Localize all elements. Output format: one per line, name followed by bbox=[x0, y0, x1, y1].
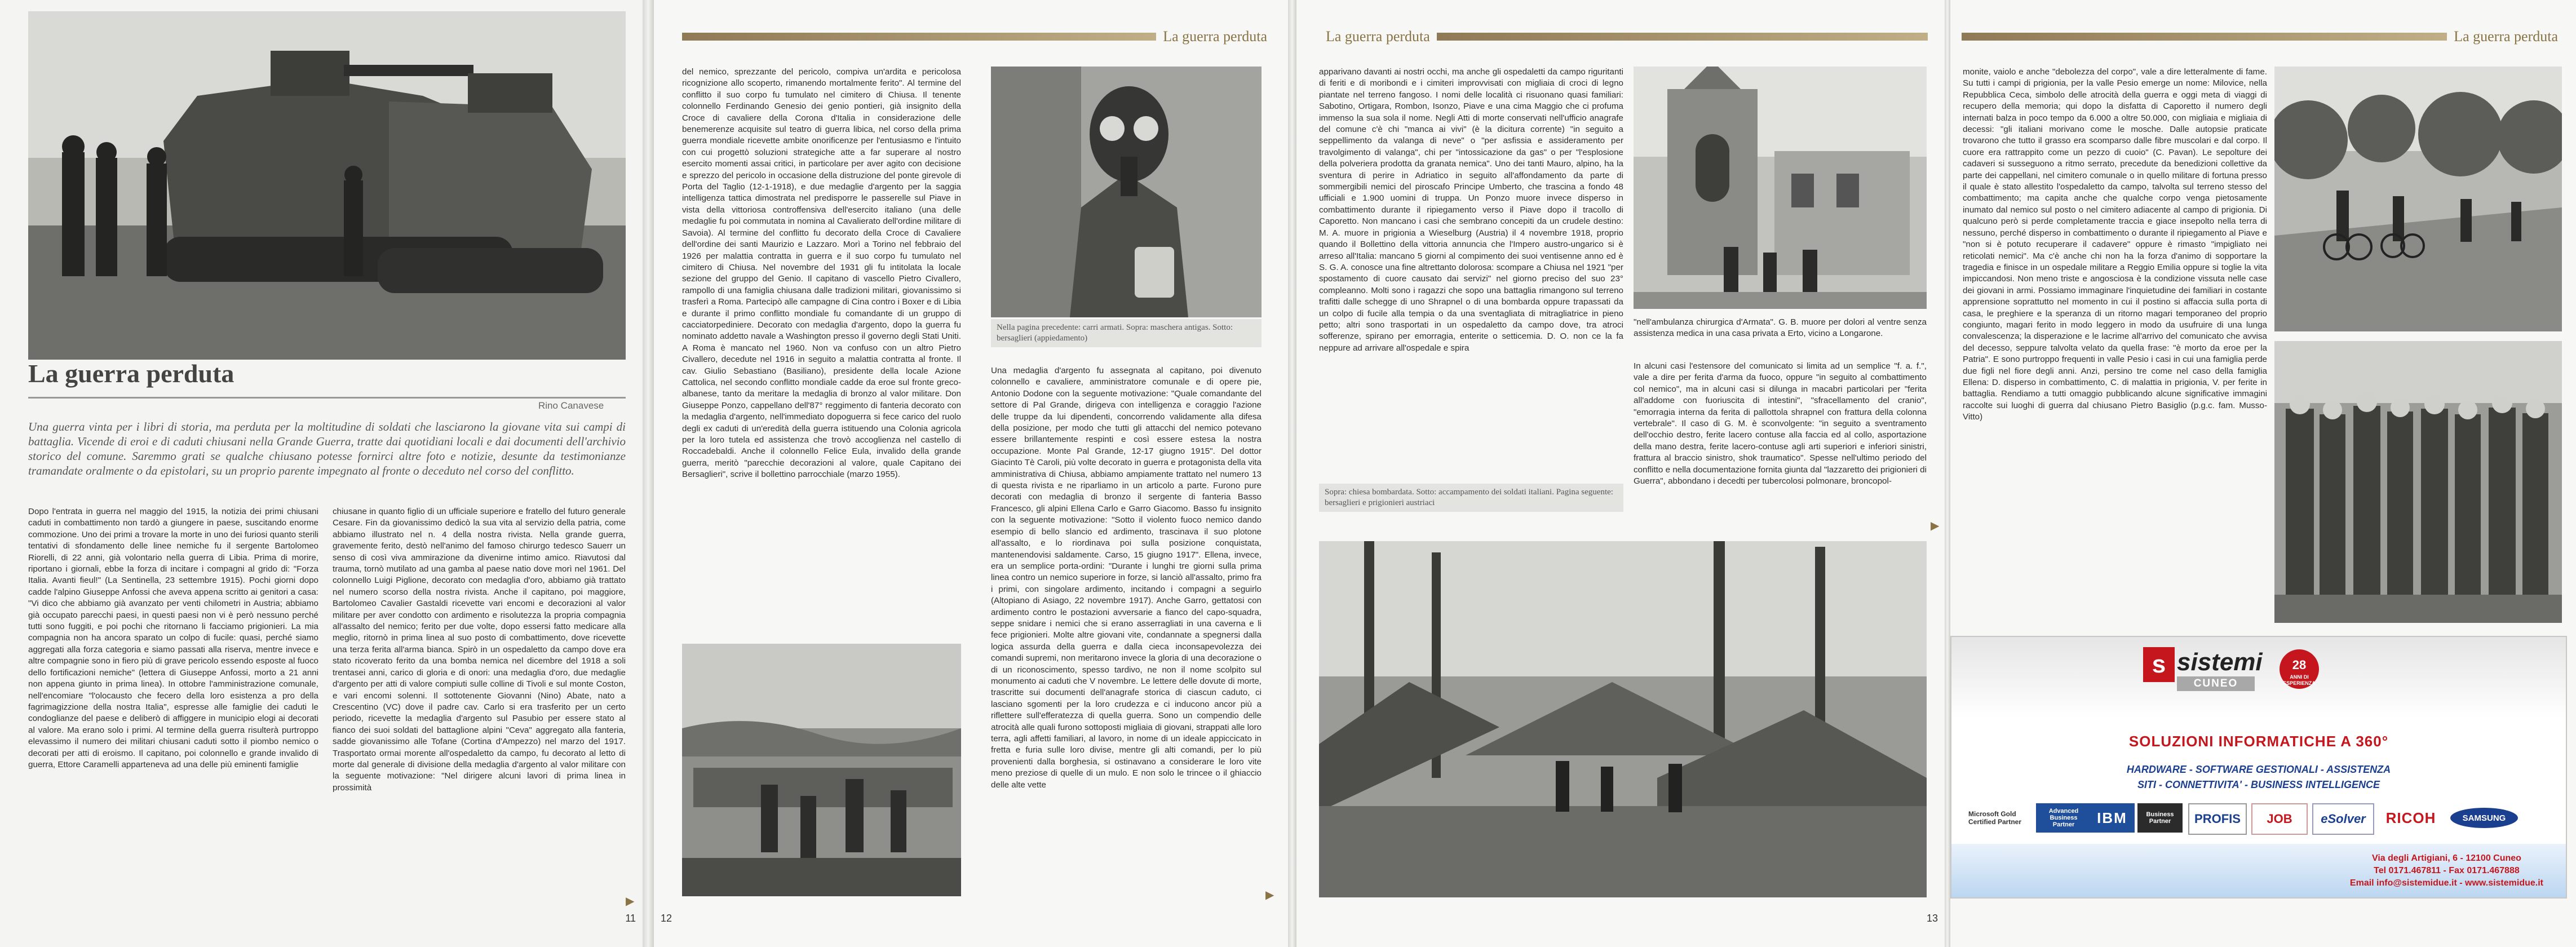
page-12 bbox=[654, 0, 1288, 947]
p13-col1-text: apparivano davanti ai nostri occhi, ma anche gli ospedaletti da campo riguritanti di feriti e di moribondi e i cimiteri improvvisati con migliaia di croci di legno piantate nel terreno fangoso. I nomi delle località ci risuonano quasi familiari: Sabotino, Ortigara, Rombon, Isonzo, Piave e una cima Maggio che ci profuma immenso la sua sola il nome. Negli Atti di morte conservati nell'ufficio anagrafe del comune c'è chi "manca ai vivi" (è la dicitura corrente) "in seguito a seppellimento da valanga di neve" o "per asfissia e assideramento per travolgimento di valanga", chi per "intossicazione da gas" o per "l'esplosione della polveriera prodotta da granata nemica". Uno dei tanti Mauro, alpino, ha la sventura di perire in Adriatico in seguito all'affondamento da parte di sommergibili nemici del piroscafo Principe Umberto, che trascina a fondo 48 ufficiali e 1.900 uomini di truppa. Un Ponzo muore invece disperso in combattimento durante il ripiegamento verso il Piave dopo il tracollo di Caporetto. Non mancano i casi che sembrano concepiti da un crudele destino: M. A. muore in prigionia a Wieselburg (Austria) il 4 novembre 1918, proprio quando il Bollettino della vittoria annuncia che l'Impero austro-ungarico si è arreso all'Italia: mancano 5 giorni al compimento dei suoi ventisenne anno ed è S. G. A. conosce una fine altrettanto dolorosa: scompare a Chiusa nel 1921 "per spostamento di cuore causato dai servizi" nel giorno preciso del suo 23° compleanno. Molti sono i ragazzi che sopo una battaglia rimangono sul terreno trafitti dalle schegge di uno Shrapnel o di una bombarda oppure trapassati da un colpo di fucile alla tempia o da una sventagliata di mitragliatrice in pieno petto; altri sono trasportati in un ospedaletto da campo dove, tra atroci sofferenze, spirano per emorragia, enterite o setticemia. D. O. non ce la fa neppure ad arrivare all'ospedale e spira bbox=[1319, 67, 1623, 353]
running-header-title-p13: La guerra perduta bbox=[1326, 28, 1430, 45]
gas-mask-photo bbox=[991, 67, 1262, 317]
logo-city: CUNEO bbox=[2177, 676, 2255, 691]
spread-gutter-center bbox=[1288, 0, 1296, 947]
spread-gutter-right bbox=[1945, 0, 1950, 947]
article-title: La guerra perduta bbox=[28, 359, 234, 388]
p12-column-1 bbox=[682, 67, 961, 644]
running-header-p14 bbox=[1962, 25, 2565, 48]
partner-esolver: eSolver bbox=[2312, 803, 2374, 835]
logo-name: sistemi bbox=[2177, 648, 2263, 676]
lead-paragraph: Una guerra vinta per i libri di storia, ma perduta per la moltitudine di soldati che lasciarono la giovane vita sui campi di battaglia. Vicende di eroi e di caduti chiusani nella Grande Guerra, tratte dai quotidiani locali e dai documenti dell'archivio storico del comune. Saremmo grati se qualche chiusano potesse fornirci altre foto e notizie, desunte da testimonianze tramandate oralmente o da epistolari, su un proprio parente impegnato al fronte o deceduto nel corso del conflitto. bbox=[28, 420, 626, 477]
p11-column-1 bbox=[28, 506, 318, 912]
continue-arrow-icon-p13: ▶ bbox=[1931, 520, 1940, 532]
page-11 bbox=[0, 0, 643, 947]
p13-col2top-text: "nell'ambulanza chirurgica d'Armata". G. B. muore per dolori al ventre senza assistenza medica in una casa privata a Erto, vicino a Longarone. bbox=[1634, 317, 1927, 339]
p13-column-2-top bbox=[1634, 317, 1927, 340]
prisoners-photo bbox=[2274, 341, 2562, 623]
ad-tagline-1: HARDWARE - SOFTWARE GESTIONALI - ASSISTENZA bbox=[2126, 764, 2391, 775]
running-header-title-p14: La guerra perduta bbox=[2454, 28, 2558, 45]
sistemi-advertisement[interactable] bbox=[1950, 636, 2567, 899]
military-camp-photo bbox=[1319, 541, 1927, 897]
page-14 bbox=[1950, 0, 2576, 947]
author: Rino Canavese bbox=[538, 400, 604, 411]
page-number-11: 11 bbox=[625, 913, 636, 924]
ad-phone: Tel 0171.467811 - Fax 0171.467888 bbox=[2374, 866, 2520, 875]
partner-profis: PROFIS bbox=[2188, 803, 2247, 835]
ad-email[interactable]: Email info@sistemidue.it - www.sistemidue.it bbox=[2349, 878, 2543, 888]
ad-address: Via degli Artigiani, 6 - 12100 Cuneo bbox=[2371, 853, 2521, 863]
continue-arrow-icon-p12: ▶ bbox=[1265, 889, 1274, 901]
partner-job: JOB bbox=[2251, 803, 2308, 835]
anniversary-badge bbox=[2280, 649, 2319, 689]
running-header-p13 bbox=[1319, 25, 1928, 48]
partner-samsung: SAMSUNG bbox=[2450, 808, 2518, 828]
title-rule bbox=[28, 397, 626, 399]
p13-col2-text: In alcuni casi l'estensore del comunicato si limita ad un semplice "f. a. f.", vale a dire per ferita d'arma da fuoco, oppure "in seguito al combattimento col nemico", ma in alcuni casi si dilunga in macabri particolari per "ferita all'addome con fuoriuscita di intestini", "sfracellamento del cranio", "emorragia interna da ferita di pallottola shrapnel con frattura della colonna vertebrale". Il caso di G. M. è sconvolgente: "in seguito a sventramento dell'occhio destro, ferite lacero contuse alla faccia ed al collo, asportazione della mano destra, ferite lacero-contuse agli arti superiori e inferiori sinistri, frattura al braccio sinistro, shok traumatico". Spesse nell'ultimo periodo del conflitto e nella documentazione fornita giunta dal "lazzaretto dei prigionieri di Guerra", abbondano i decedti per tubercolosi polmonare, broncopol- bbox=[1634, 361, 1927, 486]
page-13 bbox=[1296, 0, 1945, 947]
p13-column-1 bbox=[1319, 67, 1623, 534]
p11-col2-text: chiusane in quanto figlio di un ufficiale superiore e fratello del futuro generale Cesare. Fin da giovanissimo dedicò la sua vita al servizio della patria, come abbiamo illustrato nel n. 4 della nostra rivista. Nella grande guerra, gravemente ferito, destò nell'animo del famoso chirurgo tedesco Sauerr un senso di così viva ammirazione da divenirne intimo amico. Riavutosi dal trauma, tornò mutilato ad una gamba al paese natio dove morì nel 1961. Del colonnello Luigi Piglione, decorato con medaglia d'oro, abbiamo già trattato nel numero scorso della nostra rivista. Anche il capitano, poi maggiore, Bartolomeo Cavalier Gastaldi ricevette vari encomi e decorazioni al valor militare per aver condotto con ardimento e risolutezza la propria compagnia all'assalto del nemico; ferito per due volte, dopo essersi fatto medicare alla meglio, ritornò in prima linea al suo posto di combattimento, dove ricevette una terza ferita all'arma bianca. Spirò in un ospedaletto da campo dove era stato ricoverato ferito da una bomba nemica nel dicembre del 1918 a soli trentasei anni, carico di gloria e di onori: una medaglia d'oro, due medaglie d'argento per atti di valore compiuti sulle colline di Tivoli e sul monte Coston, e vari encomi solenni. Il sottotenente Giovanni (Nino) Abate, nato a Crescentino (VC) dove il padre cav. Carlo si era trasferito per un certo periodo, ricevette la medaglia d'argento sul Pasubio per essere stato al fianco dei suoi soldati del battaglione alpini "Ceva" aggregato alla fanteria, sadde giovanissimo alle Tofane (Cortina d'Ampezzo) nel marzo del 1917. Trasportato ormai morente all'ospedaletto da campo, fu decorato al letto di morte dal generale di divisione della medaglia d'argento al valor militare con la seguente motivazione: "Nel dirigere alcuni lavori di prima linea in prossimità bbox=[333, 507, 626, 793]
partner-ricoh: RICOH bbox=[2385, 809, 2436, 826]
page-number-13: 13 bbox=[1926, 913, 1938, 924]
ad-footer bbox=[1951, 844, 2566, 897]
badge-number: 28 bbox=[2292, 658, 2307, 672]
continue-arrow-icon: ▶ bbox=[626, 895, 635, 908]
logo-letter: s bbox=[2143, 647, 2175, 682]
bersaglieri-photo bbox=[682, 644, 961, 896]
ad-contact bbox=[2350, 852, 2543, 890]
p11-column-2 bbox=[333, 506, 626, 912]
partner-ibm: IBM bbox=[2090, 803, 2135, 833]
p12-col2-text: Una medaglia d'argento fu assegnata al capitano, poi divenuto colonnello e cavaliere, amministratore comunale e di opere pie, Antonio Dodone con la seguente motivazione: "Quale comandante del settore di Pal Grande, dirigeva con intelligenza e coraggio l'azione delle truppe da lui dipendenti, concorrendo validamente alla difesa della posizione, per modo che tutti gli attacchi del nemico potevano essere brillantemente respinti e così essere estesa la nostra occupazione. Monte Pal Grande, 12-17 giugno 1915". Del dottor Giacinto Tè Caroli, più volte decorato in guerra e protagonista della vita amministrativa di Chiusa, abbiamo ampiamente trattato nel numero 13 di questa rivista e ne riparliamo in un articolo a parte. Furono pure decorati con medaglia di bronzo il sergente di fanteria Basso Francesco, gli alpini Ellena Carlo e Garro Giacomo. Basso fu insignito con la seguente motivazione: "Sotto il violento fuoco nemico dando esempio di bello slancio ed ardimento, trascinava il suo plotone all'assalto, e lo riordinava poi sulla posizione conquistata, mantenendovisi saldamente. Carso, 15 giugno 1917". Ellena, invece, era un semplice porta-ordini: "Durante i lunghi tre giorni sulla prima linea contro un nemico superiore in forze, si lanciò all'assalto, primo fra i primi, con singolare ardimento, incitando i compagni a seguirlo (Altopiano di Asiago, 22 novembre 1917). Anche Garro, gettatosi con ardimento contro le postazioni avversarie a fianco del capo-squadra, seppe snidare i nemici che si erano asserragliati in una caverna e li fece prigionieri. Molte altre giovani vite, condannate a spegnersi dalla logica assurda della guerra e dalla cieca inconsapevolezza dei comandi supremi, non meritarono invece la gloria di una decorazione o di un riconoscimento, spesso tardivo, ne non il nome scolpito sul monumento ai caduti che V novembre. Le lettere delle dovute di morte, trascritte sui documenti dell'anagrafe storica di ciascun caduto, ci lasciano sgomenti per la loro crudezza e ci inducono ancor più a riflettere sull'efferatezza di quella guerra. Sono un compendio delle atrocità alle quali furono sottoposti migliaia di giovani, strappati alle loro terra, agli affetti familiari, al lavoro, in nome di un ideale appiccicato in fretta e furia sulle loro divise, mentre gli alti comandi, per lo più provenienti dalla borghesia, si ostinavano a considerare le loro vite meno preziose di quelle di un mulo. E non solo le trincee o il ghiaccio delle alte vette bbox=[991, 366, 1262, 790]
spread-gutter-left bbox=[643, 0, 654, 947]
sistemi-logo bbox=[2143, 647, 2261, 692]
tanks-photo bbox=[28, 11, 626, 360]
page-number-12: 12 bbox=[661, 913, 672, 924]
bombed-church-photo bbox=[1634, 67, 1927, 309]
p12-col1-text: del nemico, sprezzante del pericolo, compiva un'ardita e pericolosa ricognizione allo scoperto, rimanendo mortalmente ferito". Al termine del conflitto il suo corpo fu tumulato nel cimitero di Chiusa. Il tenente colonnello Ferdinando Genesio dei genio pontieri, già insignito della Croce di cavaliere della Corona d'Italia in considerazione delle benemerenze acquisite sul teatro di guerra libica, nel corso della prima guerra mondiale ricevette ambite onorificenze per l'entusiasmo e l'intuito con cui progettò soluzioni strategiche atte a far superare al nostro esercito momenti assai critici, in particolare per aver agito con decisione e sprezzo del pericolo in occasione della distruzione del ponte girevole di Porta del Taglio (12-1-1918), e due medaglie d'argento per la saggia intelligenza tattica dimostrata nel predisporre le passerelle sul Piave in vista della vittoriosa controffensiva dell'esercito italiano (una delle medaglie fu poi commutata in nomina al Cavalierato dell'ordine militare di Savoia). Al termine del conflitto fu decorato della Croce di Cavaliere dell'ordine dei santi Maurizio e Lazzaro. Morì a Torino nel febbraio del 1926 per malattia contratta in guerra e il suo corpo fu tumulato nel cimitero di Chiusa. Nel novembre del 1931 gli fu intitolata la locale sezione del gruppo del Genio. Il capitano di vascello Pietro Civallero, rampollo di una famiglia chiusana dalle tradizioni militari, giovanissimo si trasferì a Roma. Partecipò alle campagne di Cina contro i Boxer e di Libia e durante il primo conflitto mondiale fu comandante di un gruppo di cacciatorpediniere. Decorato con medaglia d'argento, dopo la guerra fu nominato addetto navale a Washington presso il governo degli Stati Uniti. A Roma è mancato nel 1960. Non va confuso con un altro Pietro Civallero, decedute nel 1916 in seguito a malattia contratta al fronte. Il cav. Giulio Sebastiano (Basiliano), presidente della locale Azione Cattolica, nel secondo conflitto mondiale cadde da eroe sul fronte greco-albanese, tanto da meritare la medaglia di bronzo al valor militare. Don Giuseppe Ponzo, cappellano dell'87° reggimento di fanteria decorato con la medaglia d'argento, nell'immediato dopoguerra si fece carico del ruolo degli ex caduti di un'eredità della guerra istituendo una Colonia agricola per la loro tutela ed assistenza che trovò accoglienza nel castello di Roccadebaldi. Anche il colonnello Felice Eula, invalido della grande guerra, meritò "parecchie decorazioni al valore, quale Capitano dei Bersaglieri", scrive il bollettino parrocchiale (marzo 1955). bbox=[682, 67, 961, 480]
p14-column-1 bbox=[1963, 67, 2267, 653]
ad-headline: SOLUZIONI INFORMATICHE A 360° bbox=[2128, 733, 2389, 750]
partner-business: Business Partner bbox=[2137, 803, 2183, 833]
partner-microsoft: Microsoft Gold Certified Partner bbox=[1968, 810, 2022, 826]
p12-column-2 bbox=[991, 365, 1262, 906]
running-header bbox=[682, 25, 1274, 48]
photo-caption-p12: Nella pagina precedente: carri armati. Sopra: maschera antigas. Sotto: bersaglieri (appiedamento) bbox=[991, 319, 1262, 347]
p14-col1-text: monite, vaiolo e anche "debolezza del corpo", vale a dire letteralmente di fame. Su tutti i campi di prigionia, per la valle Pesio emerge un nome: Milovice, nella Repubblica Ceca, simbolo delle atrocità della guerra e oggi meta di viaggi di recupero della memoria; qui dopo la disfatta di Caporetto il numero degli internati balza in poco tempo da 6.000 a oltre 50.000, con migliaia e migliaia di decessi: "gli italiani morivano come le mosche. Dalle autopsie praticate trovarono che tutto il grasso era scomparso dalle fibre muscolari e dal corpo. Il cuore era rattrappito come un pezzo di cuoio" (C. Pavan). Le sepolture dei cadaveri si susseguono a ritmo serrato, precedute da benedizioni collettive da parte dei cappellani, nel cimitero comunale o in quello militare di fortuna presso il quale è stato allestito l'ospedaletto da campo, talvolta sul terreno stesso del combattimento; ma capita anche che qualche corpo venga pietosamente inumato dal nemico sul posto o nel cimitero adiacente al campo di prigionia. Di qualcuno però si perde completamente traccia e giace insepolto nella terra di nessuno, perché disperso in combattimento o durante il ripiegamento al Piave e "non si è potuto recuperare il cadavere" oppure è rimasto "impigliato nei reticolati nemici". Ma c'è anche chi non ha la forza d'animo di sopportare la tragedia e finisce in un ospedale militare a Reggio Emilia oppure si toglie la vita impiccandosi. Non meno triste e angosciosa è la condizione vissuta nelle case dei giovani in armi. Possiamo immaginare l'inquietudine dei familiari in costante apprensione soprattutto nel momento in cui il postino si affaccia sulla porta di casa, le preghiere e la speranza di un ritorno magari temporaneo del proprio congiunto, magari ferito in modo leggero in modo da usufruire di una lunga convalescenza; la disperazione e le lacrime all'arrivo del comunicato che avvisa del decesso, seppure talvolta velato da quella frase: "è morto da eroe per la Patria". E sono purtroppo frequenti in valle Pesio i casi in cui una famiglia perde due figli nel fiore degli anni. Anzi, persino tre come nel caso della famiglia Ellena: D. disperso in combattimento, C. di malattia in prigionia, V. per ferite in battaglia. Rendiamo a tutti omaggio pubblicando alcune significative immagini raccolte sui luoghi di guerra dal chiusano Pietro Basiglio (p.g.c. fam. Musso-Vitto) bbox=[1963, 67, 2267, 422]
badge-text: ANNI DI ESPERIENZA bbox=[2283, 674, 2316, 686]
partner-advanced: Advanced Business Partner bbox=[2036, 803, 2091, 833]
p13-column-2 bbox=[1634, 361, 1927, 536]
p11-col1-text: Dopo l'entrata in guerra nel maggio del 1915, la notizia dei primi chiusani caduti in combattimento non tardò a giungere in paese, suscitando enorme commozione. Uno dei primi a trovare la morte in uno dei furiosi quanto sterili tentativi di sfondamento delle linee nemiche fu il sergente Bartolomeo Riorelli, di 22 anni, già volontario nella guerra di Libia. Prima di morire, riportano i giornali, ebbe la forza di incitare i compagni al grido di: "Forza Italia. Avanti fieul!" (La Sentinella, 23 settembre 1915). Pochi giorni dopo cadde l'alpino Giuseppe Anfossi che aveva appena scritto ai genitori a casa: "Vi dico che abbiamo già avanzato per venti chilometri in Austria; abbiamo già occupato parecchi paesi, in questi paesi non vi è però nessuno perché tutti sono fuggiti, e poi pochi che ritornano li facciamo prigionieri. La mia compagnia non ha ancora sparato un colpo di fucile: quasi, perché siamo aggregati alla forza categoria e siamo passati alla riserva, mentre invece e altre compagnie sono in fiero più di grave pericolo essendo esposte al fuoco dello fortificazioni nemiche" (lettera di Giuseppe Anfossi, morto a 21 anni non appena giunto in prima linea). In ottobre l'amministrazione comunale, nell'encomiare "l'olocausto che fecero della loro esistenza a pro della fagrimagizzione della nostra Italia", espresse alle famiglie dei caduti le condoglianze del paese e deliberò di affiggere in municipio elogi ai decorati al valore. Ma erano solo i primi. Al termine della guerra risulterà purtroppo elevassimo il numero dei militari chiusani caduti sotto il piombo nemico o decorati per atti di eroismo. Il capitano, poi colonnello e grande invalido di guerra, Ettore Caramelli apparteneva ad una delle più eminenti famiglie bbox=[28, 507, 318, 769]
ad-tagline-2: SITI - CONNETTIVITA' - BUSINESS INTELLIGENCE bbox=[2137, 779, 2380, 790]
cyclists-photo bbox=[2274, 67, 2562, 331]
running-header-title: La guerra perduta bbox=[1163, 28, 1267, 45]
photo-caption-p13: Sopra: chiesa bombardata. Sotto: accampamento dei soldati italiani. Pagina seguente: bersaglieri e prigionieri austriaci bbox=[1319, 484, 1623, 512]
